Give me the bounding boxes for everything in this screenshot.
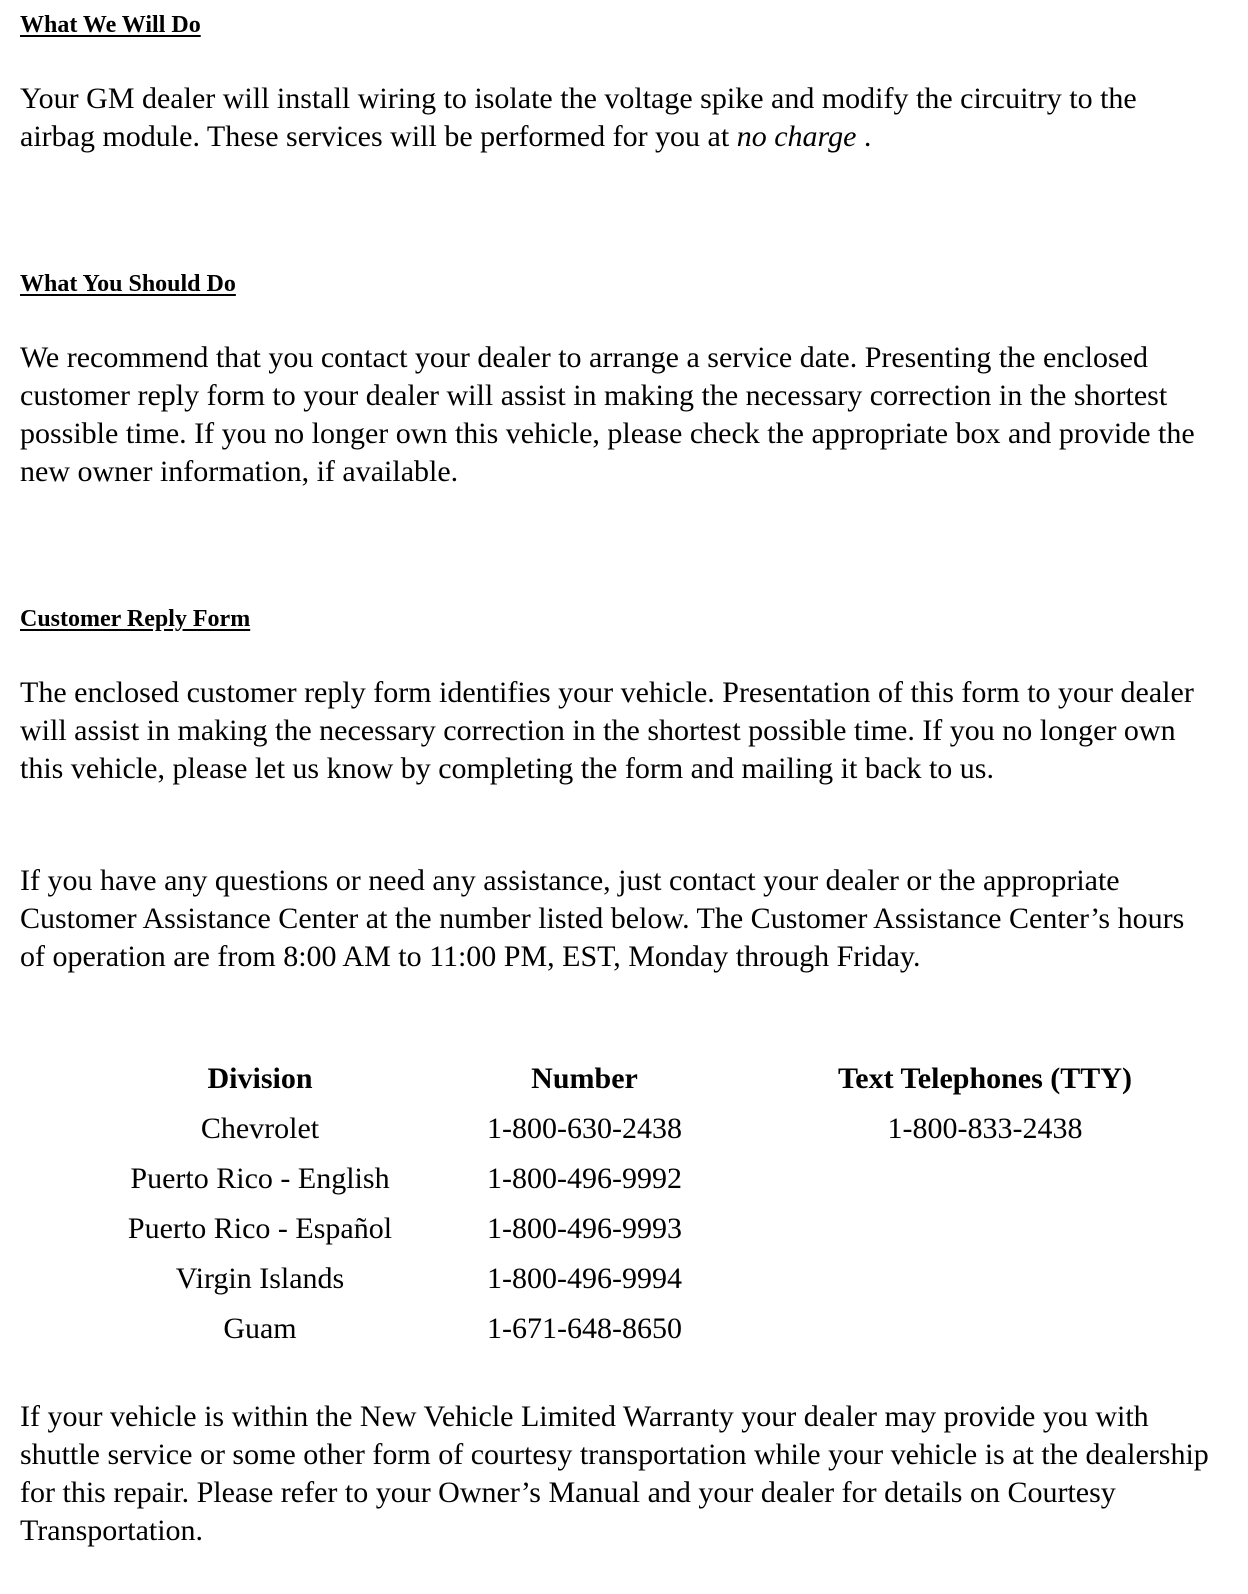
italic-no-charge: no charge [736,120,857,153]
table-row [20,1312,1230,1362]
heading-customer-reply-form: Customer Reply Form [20,606,251,632]
table-row [20,1112,1230,1162]
table-row [20,1212,1230,1262]
paragraph-what-we-will-do [20,80,1215,156]
paragraph-assistance: If you have any questions or need any assistance, just contact your dealer or the appropriate Customer Assistance Center at the number listed below. The Customer Assistance Center’s hours of operation are from 8:00 AM to 11:00 PM, EST, Monday through Friday. [20,864,1185,973]
number-cell: 1-800-496-9994 [487,1262,682,1295]
number-cell: 1-800-496-9993 [487,1212,682,1245]
heading-what-you-should-do: What You Should Do [20,271,236,297]
tty-cell: 1-800-833-2438 [887,1112,1083,1145]
header-division: Division [207,1062,313,1095]
division-cell: Guam [223,1312,297,1345]
paragraph-customer-reply-form: The enclosed customer reply form identifies your vehicle. Presentation of this form to your dealer will assist in making the necessary correction in the shortest possible time. If you no longer own this vehicle, please let us know by completing the form and mailing it back to us. [20,676,1194,785]
paragraph-courtesy-transportation: If your vehicle is within the New Vehicle Limited Warranty your dealer may provide you with shuttle service or some other form of courtesy transportation while your vehicle is at the dealership for this repair. Please refer to your Owner’s Manual and your dealer for details on Courtesy Transportation. [20,1400,1209,1547]
division-cell: Puerto Rico - Español [127,1212,393,1245]
division-cell: Puerto Rico - English [130,1162,390,1195]
number-cell: 1-671-648-8650 [487,1312,682,1345]
table-header-row [20,1062,1230,1112]
header-number: Number [531,1062,638,1095]
heading-what-we-will-do: What We Will Do [20,12,201,38]
number-cell: 1-800-496-9992 [487,1162,682,1195]
table-row [20,1262,1230,1312]
header-tty: Text Telephones (TTY) [838,1062,1132,1095]
table-row [20,1162,1230,1212]
text-before-italic: Your GM dealer will install wiring to isolate the voltage spike and modify the circuitry to the airbag module. These services will be performed for you at [20,82,1137,153]
paragraph-what-you-should-do: We recommend that you contact your dealer to arrange a service date. Presenting the enclosed customer reply form to your dealer will assist in making the necessary correction in the shortest possible time. If you no longer own this vehicle, please check the appropriate box and provide the new owner information, if available. [20,341,1195,488]
number-cell: 1-800-630-2438 [487,1112,682,1145]
division-cell: Chevrolet [200,1112,320,1145]
division-cell: Virgin Islands [175,1262,345,1295]
text-after-italic: . [856,120,872,153]
